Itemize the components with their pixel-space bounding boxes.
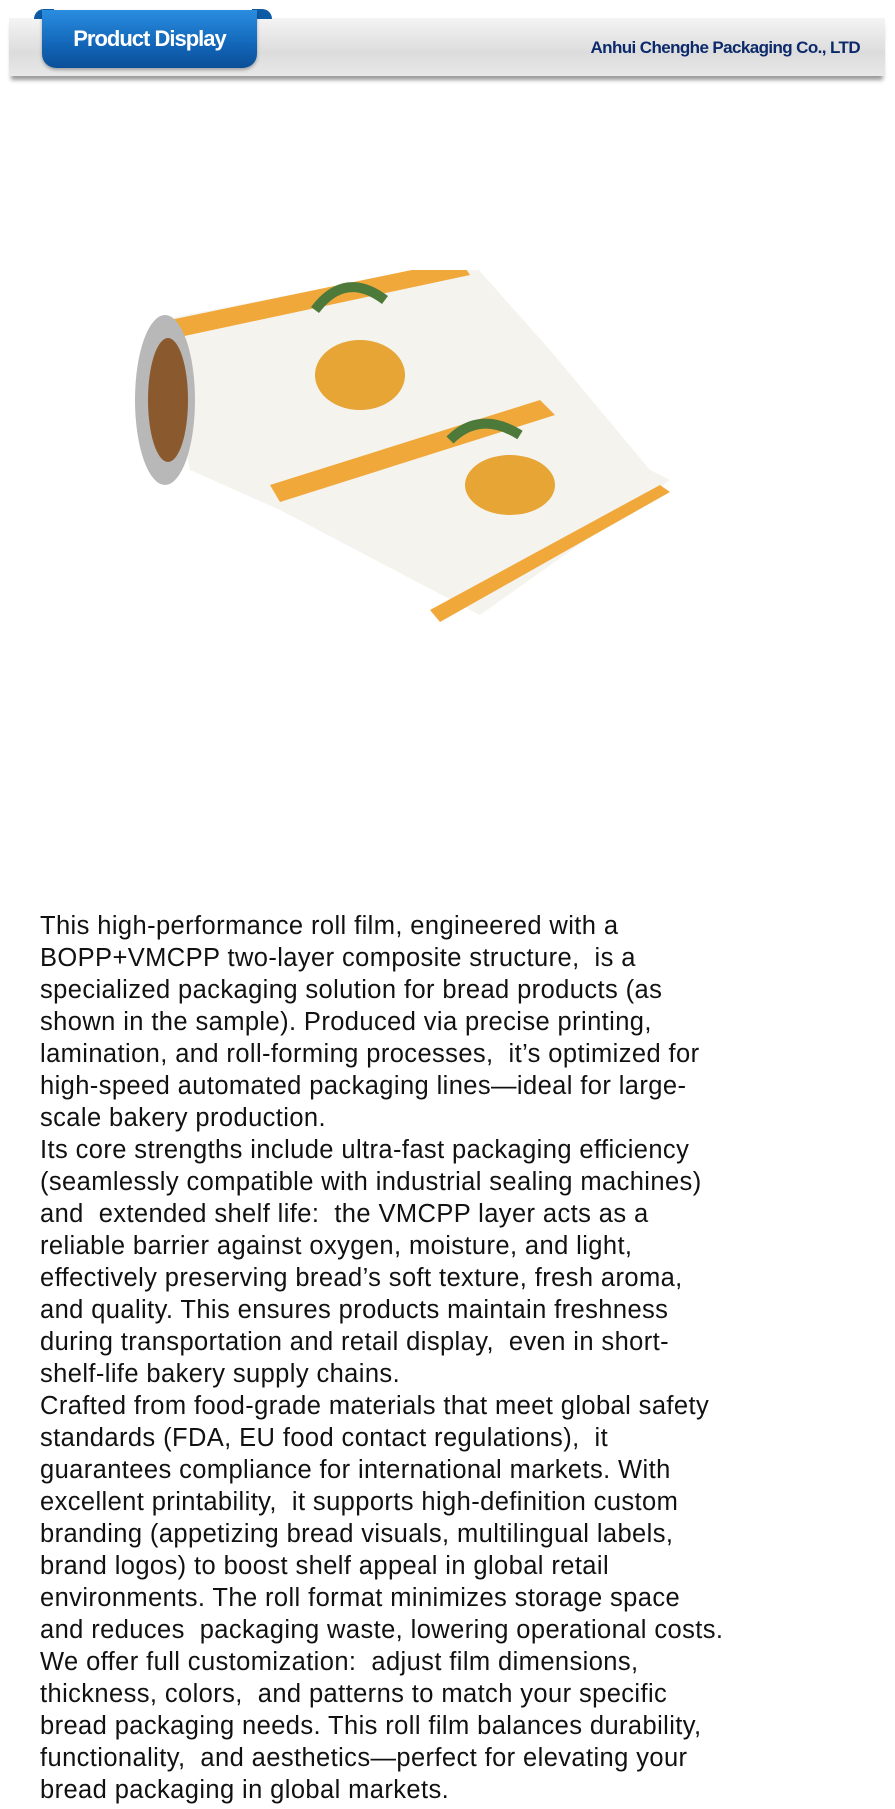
description-line: bread packaging in global markets. [40, 1776, 450, 1804]
description-line: environments. The roll format minimizes storage space [40, 1584, 681, 1612]
description-line: high-speed automated packaging lines—ideal for large- [40, 1072, 687, 1100]
description-line: branding (appetizing bread visuals, multilingual labels, [40, 1520, 674, 1548]
product-description [40, 910, 880, 1806]
description-line: Its core strengths include ultra-fast packaging efficiency [40, 1136, 690, 1164]
product-image-roll-film [130, 270, 780, 710]
description-line: shelf-life bakery supply chains. [40, 1360, 401, 1388]
description-line: functionality, and aesthetics—perfect for elevating your [40, 1744, 688, 1772]
roll-core [148, 338, 188, 462]
description-line: bread packaging needs. This roll film balances durability, [40, 1712, 702, 1740]
description-line: specialized packaging solution for bread products (as [40, 976, 663, 1004]
section-title: Product Display [42, 10, 257, 68]
description-line: and quality. This ensures products maintain freshness [40, 1296, 669, 1324]
bread-illustration-1 [315, 340, 405, 410]
description-line: lamination, and roll-forming processes, it’s optimized for [40, 1040, 700, 1068]
description-line: scale bakery production. [40, 1104, 327, 1132]
description-line: excellent printability, it supports high-definition custom [40, 1488, 679, 1516]
description-line: and reduces packaging waste, lowering operational costs. [40, 1616, 724, 1644]
description-line: brand logos) to boost shelf appeal in global retail [40, 1552, 610, 1580]
bread-illustration-2 [465, 455, 555, 515]
description-line: shown in the sample). Produced via precise printing, [40, 1008, 652, 1036]
description-line: standards (FDA, EU food contact regulations), it [40, 1424, 609, 1452]
description-line: We offer full customization: adjust film dimensions, [40, 1648, 639, 1676]
description-line: effectively preserving bread’s soft texture, fresh aroma, [40, 1264, 683, 1292]
description-line: guarantees compliance for international markets. With [40, 1456, 671, 1484]
description-line: (seamlessly compatible with industrial sealing machines) [40, 1168, 702, 1196]
company-name: Anhui Chenghe Packaging Co., LTD [590, 38, 860, 57]
description-line: BOPP+VMCPP two-layer composite structure, is a [40, 944, 636, 972]
description-line: Crafted from food-grade materials that meet global safety [40, 1392, 710, 1420]
description-line: This high-performance roll film, engineered with a [40, 912, 619, 940]
description-line: reliable barrier against oxygen, moisture, and light, [40, 1232, 633, 1260]
description-line: thickness, colors, and patterns to match your specific [40, 1680, 668, 1708]
description-line: during transportation and retail display, even in short- [40, 1328, 669, 1356]
description-line: and extended shelf life: the VMCPP layer acts as a [40, 1200, 649, 1228]
